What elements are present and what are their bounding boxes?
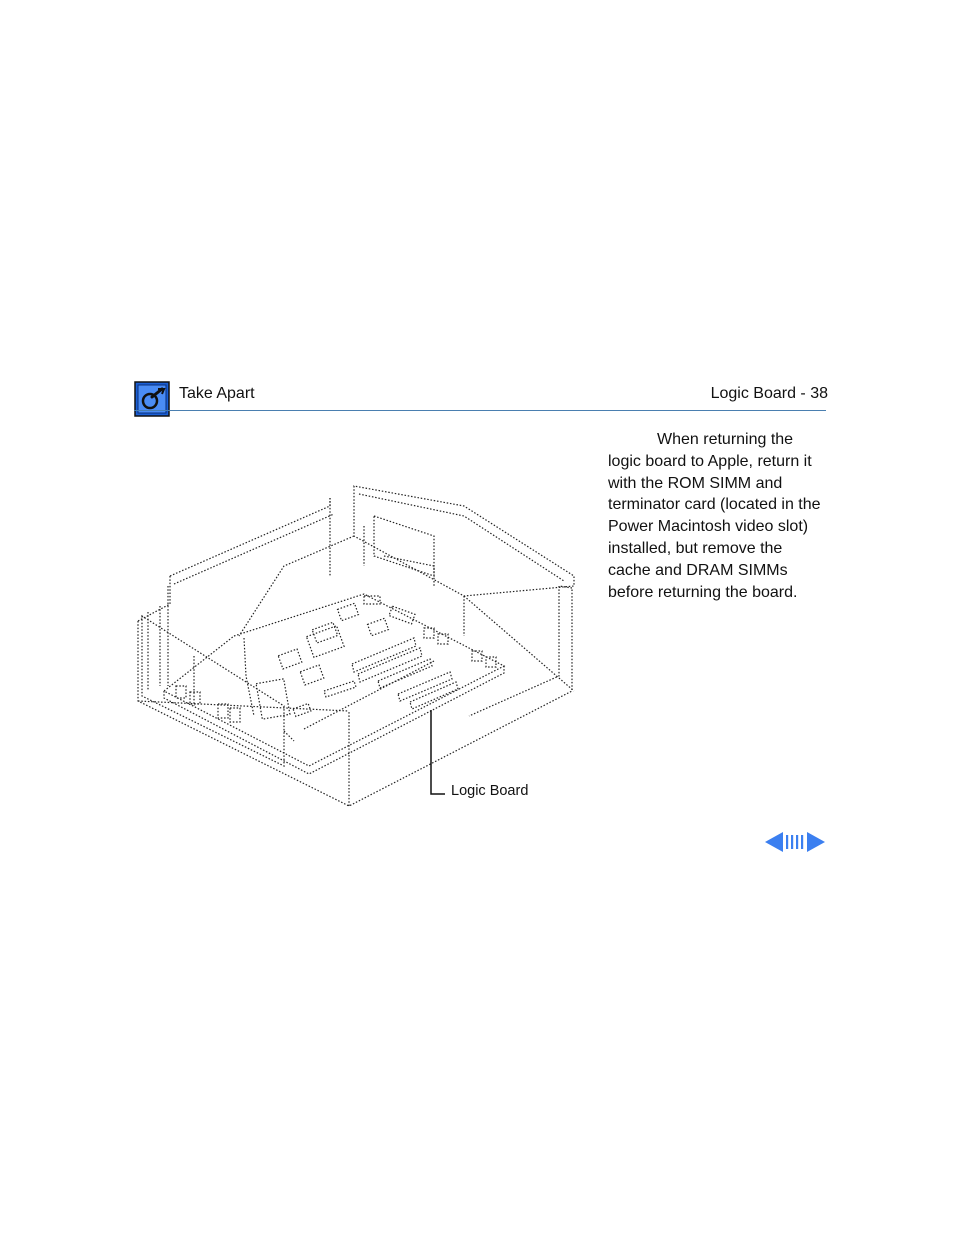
- index-button[interactable]: [785, 834, 805, 855]
- page-navigation: [764, 830, 826, 854]
- triangle-left-icon: [764, 830, 784, 854]
- logic-board-callout-label: Logic Board: [451, 783, 529, 799]
- apple-toolbox-icon: [134, 381, 170, 417]
- page-title: Logic Board - 38: [710, 385, 828, 402]
- header-divider: [134, 410, 826, 411]
- section-title: Take Apart: [179, 385, 255, 402]
- index-bars-icon: [785, 834, 805, 850]
- instruction-paragraph: When returning the logic board to Apple, return it with the ROM SIMM and terminator card (located in the Power Macintosh video slot) installed, but remove the cache and DRAM SIMMs before returning the board.: [608, 431, 821, 601]
- triangle-right-icon: [806, 830, 826, 854]
- next-page-button[interactable]: [806, 830, 826, 859]
- logic-board-illustration: [134, 476, 580, 812]
- previous-page-button[interactable]: [764, 830, 784, 859]
